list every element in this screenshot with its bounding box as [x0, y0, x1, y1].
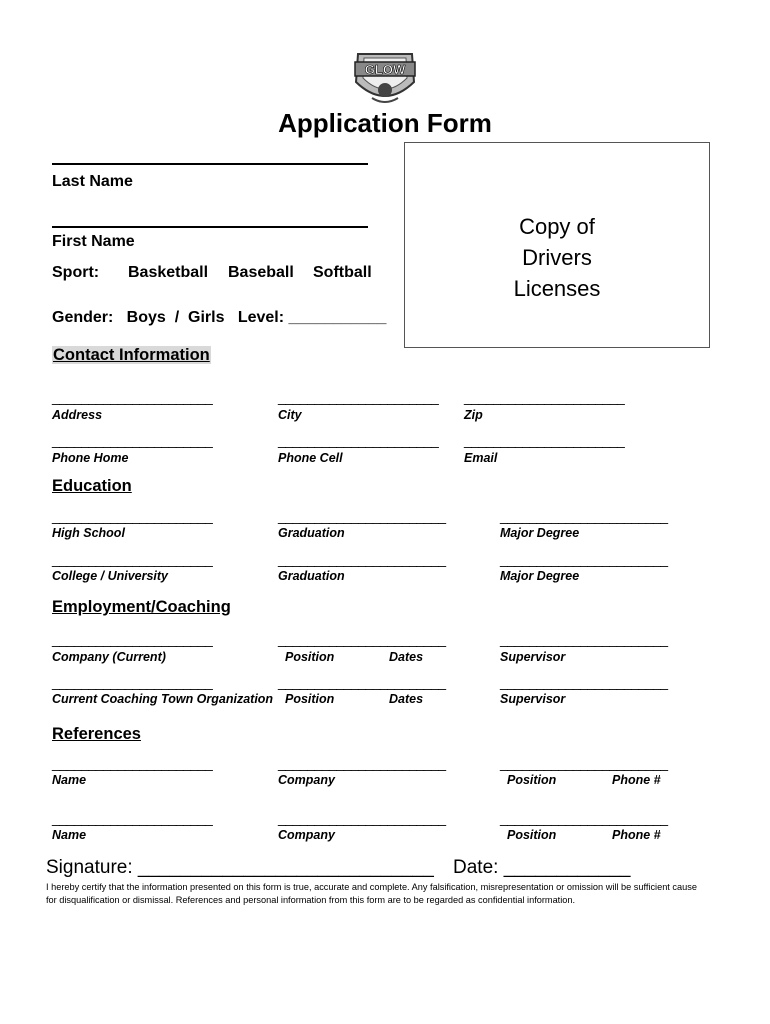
hs-graduation-line[interactable]: _______________________ — [278, 508, 446, 524]
city-label: City — [278, 408, 302, 422]
coaching-position-label: Position — [285, 692, 335, 706]
coaching-supervisor-label: Supervisor — [500, 692, 566, 706]
phone-home-line[interactable]: ______________________ — [52, 432, 213, 448]
address-line[interactable]: ______________________ — [52, 389, 213, 405]
zip-line[interactable]: ______________________ — [464, 389, 625, 405]
glow-logo — [350, 48, 420, 108]
last-name-line[interactable] — [52, 163, 368, 165]
reference1-company-label: Company — [278, 773, 335, 787]
sport-label: Sport: — [52, 264, 100, 281]
reference1-phone-label: Phone # — [612, 773, 661, 787]
sport-option-baseball[interactable]: Baseball — [228, 264, 294, 281]
coaching-position-dates-line[interactable]: _______________________ — [278, 674, 446, 690]
hs-graduation-label: Graduation — [278, 526, 345, 540]
college-label: College / University — [52, 569, 169, 583]
reference2-position-label: Position — [507, 828, 557, 842]
reference2-phone-label: Phone # — [612, 828, 661, 842]
supervisor-label: Supervisor — [500, 650, 566, 664]
email-label: Email — [464, 451, 498, 465]
reference1-company-line[interactable]: _______________________ — [278, 755, 446, 771]
reference1-position-line[interactable]: _______________________ — [500, 755, 668, 771]
date-field[interactable]: Date: ____________ — [453, 857, 631, 878]
company-current-label: Company (Current) — [52, 650, 166, 664]
sport-option-softball[interactable]: Softball — [313, 264, 372, 281]
reference1-position-label: Position — [507, 773, 557, 787]
sport-option-basketball[interactable]: Basketball — [128, 264, 209, 281]
hs-major-label: Major Degree — [500, 526, 580, 540]
coaching-supervisor-line[interactable]: _______________________ — [500, 674, 668, 690]
signature-field[interactable]: Signature: ____________________________ — [46, 857, 434, 878]
employment-heading: Employment/Coaching — [52, 598, 231, 616]
license-box-line3: Licenses — [513, 276, 601, 301]
drivers-license-box[interactable] — [404, 142, 710, 348]
phone-cell-label: Phone Cell — [278, 451, 343, 465]
license-box-line2: Drivers — [522, 245, 592, 270]
reference2-company-line[interactable]: _______________________ — [278, 810, 446, 826]
dates-label: Dates — [389, 650, 424, 664]
certification-line2: for disqualification or dismissal. References and personal information from this form are to be regarded as confidential information. — [46, 895, 576, 905]
reference1-name-label: Name — [52, 773, 87, 787]
college-graduation-line[interactable]: _______________________ — [278, 551, 446, 567]
position-label: Position — [285, 650, 335, 664]
hs-major-line[interactable]: _______________________ — [500, 508, 668, 524]
first-name-line[interactable] — [52, 226, 368, 228]
college-graduation-label: Graduation — [278, 569, 345, 583]
references-heading: References — [52, 725, 141, 743]
supervisor-line[interactable]: _______________________ — [500, 631, 668, 647]
city-line[interactable]: ______________________ — [278, 389, 439, 405]
company-current-line[interactable]: ______________________ — [52, 631, 213, 647]
logo-text: GLOW — [364, 62, 406, 77]
phone-home-label: Phone Home — [52, 451, 129, 465]
coaching-org-label: Current Coaching Town Organization — [52, 692, 274, 706]
first-name-label: First Name — [52, 233, 135, 250]
reference2-name-line[interactable]: ______________________ — [52, 810, 213, 826]
last-name-label: Last Name — [52, 173, 133, 190]
reference2-company-label: Company — [278, 828, 335, 842]
college-line[interactable]: ______________________ — [52, 551, 213, 567]
email-line[interactable]: ______________________ — [464, 432, 625, 448]
reference2-name-label: Name — [52, 828, 87, 842]
reference1-name-line[interactable]: ______________________ — [52, 755, 213, 771]
high-school-line[interactable]: ______________________ — [52, 508, 213, 524]
license-box-line1: Copy of — [519, 214, 595, 239]
contact-heading: Contact Information — [53, 346, 210, 364]
address-label: Address — [52, 408, 103, 422]
coaching-org-line[interactable]: ______________________ — [52, 674, 213, 690]
shield-crest-logo-icon — [350, 48, 420, 108]
high-school-label: High School — [52, 526, 125, 540]
certification-line1: I hereby certify that the information presented on this form is true, accurate and complete. Any falsification, misrepresentation or omission will be sufficient cause — [46, 882, 697, 892]
college-major-label: Major Degree — [500, 569, 580, 583]
reference2-position-line[interactable]: _______________________ — [500, 810, 668, 826]
gender-level-line[interactable]: Gender: Boys / Girls Level: ___________ — [52, 309, 387, 326]
certification-text — [46, 881, 726, 907]
position-dates-line[interactable]: _______________________ — [278, 631, 446, 647]
coaching-dates-label: Dates — [389, 692, 424, 706]
education-heading: Education — [52, 477, 132, 495]
phone-cell-line[interactable]: ______________________ — [278, 432, 439, 448]
page-title: Application Form — [278, 108, 492, 138]
zip-label: Zip — [464, 408, 483, 422]
college-major-line[interactable]: _______________________ — [500, 551, 668, 567]
